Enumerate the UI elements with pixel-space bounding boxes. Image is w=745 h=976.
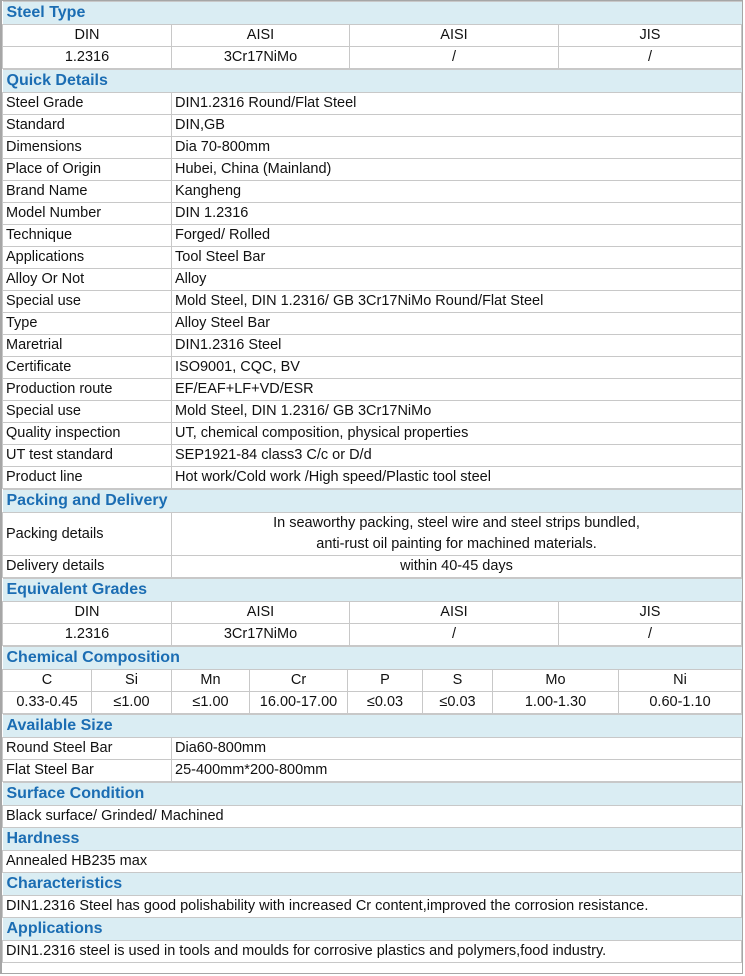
- composition-cell: 16.00-17.00: [250, 692, 348, 714]
- header-cell: AISI: [172, 602, 350, 624]
- section-title-chemical-composition: Chemical Composition: [3, 647, 742, 670]
- value-cell: /: [559, 624, 742, 646]
- quick-details-table: [2, 69, 742, 489]
- value-cell: 3Cr17NiMo: [172, 624, 350, 646]
- section-title-applications: Applications: [3, 918, 742, 941]
- detail-value: Alloy: [172, 269, 742, 291]
- composition-cell: 0.33-0.45: [3, 692, 92, 714]
- element-cell: Cr: [250, 670, 348, 692]
- detail-value: Tool Steel Bar: [172, 247, 742, 269]
- detail-value: Hot work/Cold work /High speed/Plastic tool steel: [172, 467, 742, 489]
- value-cell: /: [350, 624, 559, 646]
- quick-detail-row: [3, 357, 742, 379]
- header-cell: AISI: [350, 25, 559, 47]
- quick-detail-row: [3, 379, 742, 401]
- composition-cell: ≤0.03: [348, 692, 423, 714]
- detail-value: DIN 1.2316: [172, 203, 742, 225]
- composition-cell: 0.60-1.10: [619, 692, 742, 714]
- section-title-surface-condition: Surface Condition: [3, 783, 742, 806]
- quick-detail-row: [3, 291, 742, 313]
- detail-value: Mold Steel, DIN 1.2316/ GB 3Cr17NiMo Round/Flat Steel: [172, 291, 742, 313]
- detail-label: Alloy Or Not: [3, 269, 172, 291]
- detail-label: Applications: [3, 247, 172, 269]
- quick-detail-row: [3, 401, 742, 423]
- chemical-composition-table: [2, 646, 742, 714]
- notes-table: [2, 782, 742, 963]
- detail-label: Technique: [3, 225, 172, 247]
- value-cell: /: [350, 47, 559, 69]
- detail-label: Brand Name: [3, 181, 172, 203]
- detail-value: Hubei, China (Mainland): [172, 159, 742, 181]
- size-row: [3, 760, 742, 782]
- packing-line-2: anti-rust oil painting for machined materials.: [316, 536, 597, 552]
- detail-label: UT test standard: [3, 445, 172, 467]
- header-cell: JIS: [559, 602, 742, 624]
- detail-value: Dia 70-800mm: [172, 137, 742, 159]
- packing-line-1: In seaworthy packing, steel wire and steel strips bundled,: [273, 515, 640, 531]
- element-cell: Ni: [619, 670, 742, 692]
- header-cell: AISI: [350, 602, 559, 624]
- steel-type-value-row: [3, 47, 742, 69]
- delivery-row: [3, 556, 742, 578]
- surface-condition-value: Black surface/ Grinded/ Machined: [3, 806, 742, 828]
- detail-value: SEP1921-84 class3 C/c or D/d: [172, 445, 742, 467]
- detail-label: Steel Grade: [3, 93, 172, 115]
- size-value: Dia60-800mm: [172, 738, 742, 760]
- composition-cell: ≤1.00: [92, 692, 172, 714]
- quick-detail-row: [3, 247, 742, 269]
- detail-label: Type: [3, 313, 172, 335]
- element-cell: Mo: [493, 670, 619, 692]
- equivalent-grades-table: [2, 578, 742, 646]
- value-cell: 3Cr17NiMo: [172, 47, 350, 69]
- quick-detail-row: [3, 159, 742, 181]
- size-label: Round Steel Bar: [3, 738, 172, 760]
- detail-label: Model Number: [3, 203, 172, 225]
- section-title-quick-details: Quick Details: [3, 70, 742, 93]
- value-cell: 1.2316: [3, 47, 172, 69]
- detail-label: Production route: [3, 379, 172, 401]
- section-title-equivalent-grades: Equivalent Grades: [3, 579, 742, 602]
- detail-label: Dimensions: [3, 137, 172, 159]
- section-title-steel-type: Steel Type: [3, 2, 742, 25]
- composition-cell: ≤0.03: [423, 692, 493, 714]
- quick-detail-row: [3, 93, 742, 115]
- element-cell: P: [348, 670, 423, 692]
- detail-value: EF/EAF+LF+VD/ESR: [172, 379, 742, 401]
- size-label: Flat Steel Bar: [3, 760, 172, 782]
- header-cell: DIN: [3, 602, 172, 624]
- quick-detail-row: [3, 137, 742, 159]
- packing-row: [3, 513, 742, 556]
- quick-detail-row: [3, 423, 742, 445]
- delivery-value: within 40-45 days: [172, 556, 742, 578]
- detail-label: Maretrial: [3, 335, 172, 357]
- applications-value: DIN1.2316 steel is used in tools and moulds for corrosive plastics and polymers,food industry.: [3, 941, 742, 963]
- composition-value-row: [3, 692, 742, 714]
- section-title-hardness: Hardness: [3, 828, 742, 851]
- detail-value: Mold Steel, DIN 1.2316/ GB 3Cr17NiMo: [172, 401, 742, 423]
- header-cell: AISI: [172, 25, 350, 47]
- detail-label: Place of Origin: [3, 159, 172, 181]
- quick-detail-row: [3, 445, 742, 467]
- detail-label: Standard: [3, 115, 172, 137]
- size-value: 25-400mm*200-800mm: [172, 760, 742, 782]
- available-size-table: [2, 714, 742, 782]
- detail-value: DIN1.2316 Round/Flat Steel: [172, 93, 742, 115]
- quick-detail-row: [3, 115, 742, 137]
- detail-label: Certificate: [3, 357, 172, 379]
- detail-value: UT, chemical composition, physical properties: [172, 423, 742, 445]
- composition-cell: 1.00-1.30: [493, 692, 619, 714]
- detail-label: Product line: [3, 467, 172, 489]
- steel-type-header-row: [3, 25, 742, 47]
- header-cell: JIS: [559, 25, 742, 47]
- section-title-characteristics: Characteristics: [3, 873, 742, 896]
- element-row: [3, 670, 742, 692]
- detail-value: Forged/ Rolled: [172, 225, 742, 247]
- characteristics-value: DIN1.2316 Steel has good polishability with increased Cr content,improved the corrosion resistance.: [3, 896, 742, 918]
- size-row: [3, 738, 742, 760]
- composition-cell: ≤1.00: [172, 692, 250, 714]
- quick-detail-row: [3, 313, 742, 335]
- detail-value: Alloy Steel Bar: [172, 313, 742, 335]
- hardness-value: Annealed HB235 max: [3, 851, 742, 873]
- packing-label: Packing details: [3, 513, 172, 556]
- section-title-available-size: Available Size: [3, 715, 742, 738]
- detail-label: Special use: [3, 291, 172, 313]
- detail-value: Kangheng: [172, 181, 742, 203]
- equivalent-header-row: [3, 602, 742, 624]
- detail-label: Special use: [3, 401, 172, 423]
- delivery-label: Delivery details: [3, 556, 172, 578]
- packing-value: [172, 513, 742, 556]
- header-cell: DIN: [3, 25, 172, 47]
- equivalent-value-row: [3, 624, 742, 646]
- element-cell: S: [423, 670, 493, 692]
- element-cell: C: [3, 670, 92, 692]
- detail-value: DIN1.2316 Steel: [172, 335, 742, 357]
- element-cell: Mn: [172, 670, 250, 692]
- quick-detail-row: [3, 225, 742, 247]
- steel-type-table: [2, 1, 742, 69]
- detail-value: DIN,GB: [172, 115, 742, 137]
- quick-detail-row: [3, 203, 742, 225]
- quick-detail-row: [3, 269, 742, 291]
- detail-label: Quality inspection: [3, 423, 172, 445]
- quick-detail-row: [3, 467, 742, 489]
- packing-delivery-table: [2, 489, 742, 578]
- quick-detail-row: [3, 181, 742, 203]
- section-title-packing-delivery: Packing and Delivery: [3, 490, 742, 513]
- value-cell: 1.2316: [3, 624, 172, 646]
- detail-value: ISO9001, CQC, BV: [172, 357, 742, 379]
- quick-detail-row: [3, 335, 742, 357]
- element-cell: Si: [92, 670, 172, 692]
- value-cell: /: [559, 47, 742, 69]
